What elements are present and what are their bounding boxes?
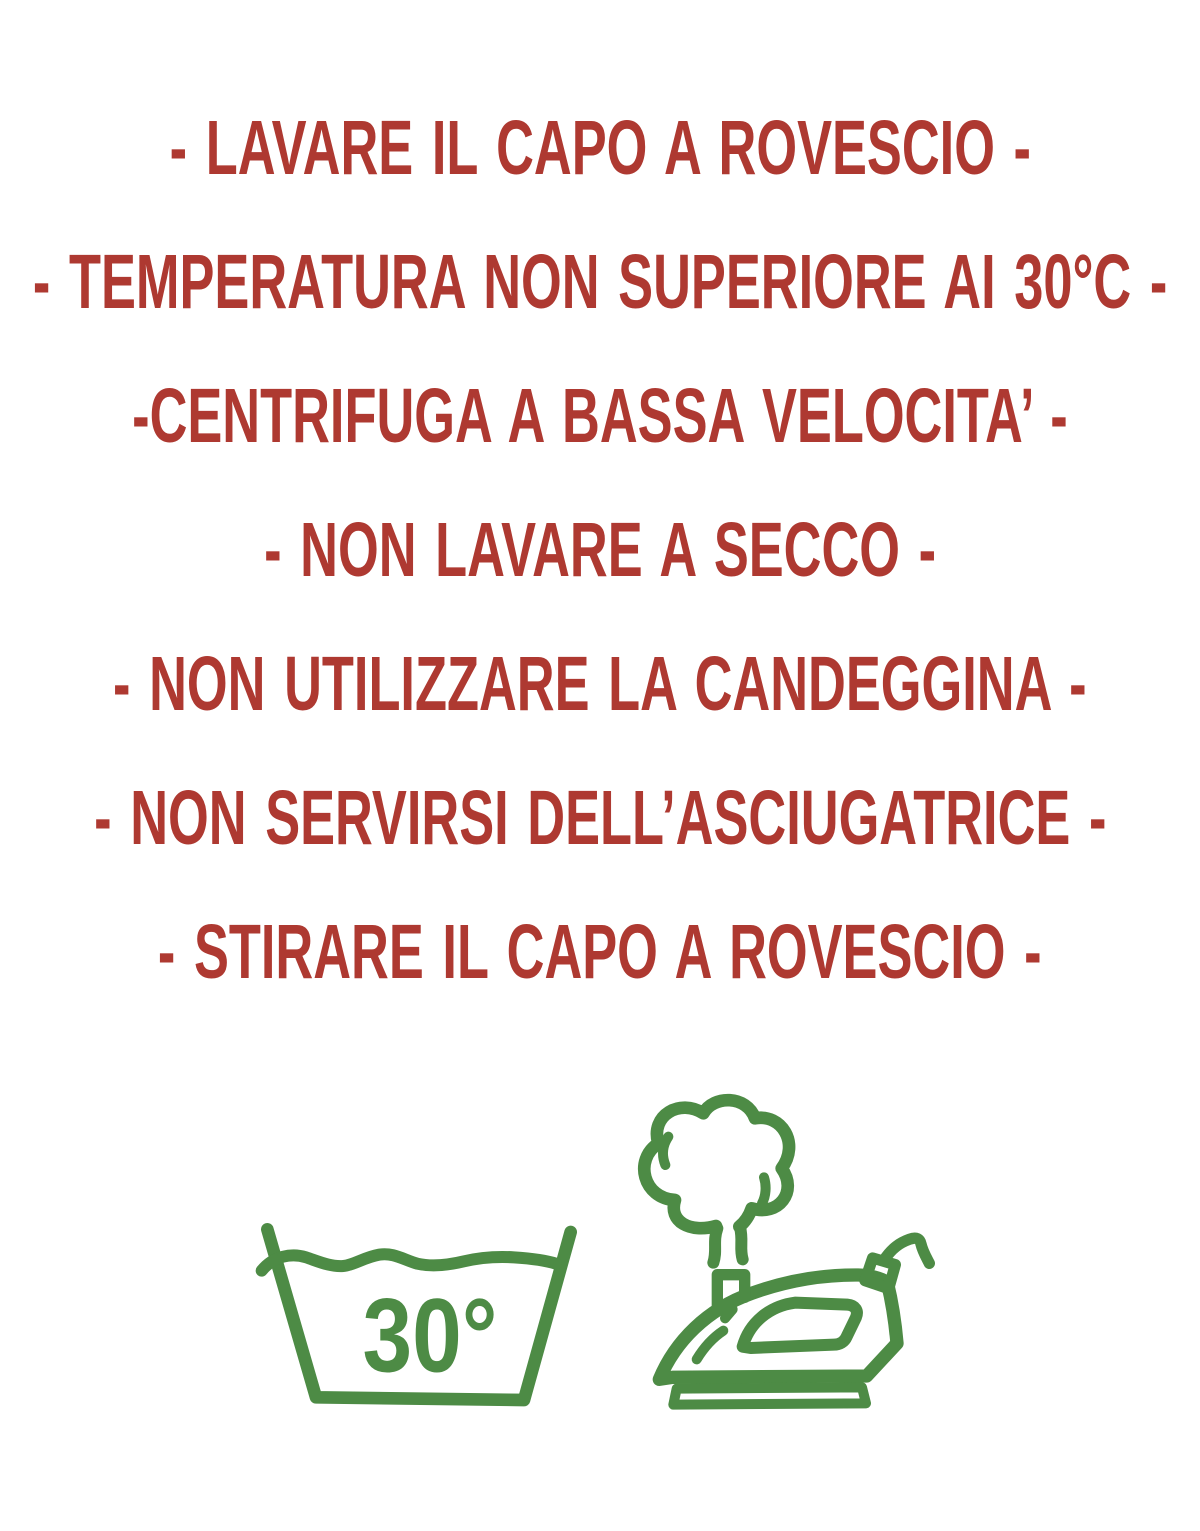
instruction-line-wash-inside-out: - LAVARE IL CAPO A ROVESCIO - — [169, 104, 1031, 191]
instruction-line-max-temperature: - TEMPERATURA NON SUPERIORE AI 30°C - — [32, 238, 1168, 325]
basin-temperature-label: 30° — [362, 1276, 498, 1395]
instruction-row — [0, 885, 1200, 1019]
body-highlight-dash — [725, 1309, 733, 1318]
instruction-line-no-bleach: - NON UTILIZZARE LA CANDEGGINA - — [113, 640, 1087, 727]
instructions-list — [0, 81, 1200, 1019]
instruction-row — [0, 617, 1200, 751]
soleplate — [673, 1387, 866, 1404]
steam-cloud-accent-right — [762, 1177, 766, 1203]
instruction-line-low-spin: -CENTRIFUGA A BASSA VELOCITA’ - — [132, 372, 1068, 459]
instruction-row — [0, 215, 1200, 349]
instruction-row — [0, 349, 1200, 483]
steam-iron-icon — [600, 1060, 1000, 1480]
instruction-row — [0, 81, 1200, 215]
instruction-line-no-tumble-dry: - NON SERVIRSI DELL’ASCIUGATRICE - — [93, 774, 1107, 861]
steam-trail-right — [740, 1227, 743, 1259]
basin-water-line — [262, 1254, 556, 1270]
instruction-line-iron-inside-out: - STIRARE IL CAPO A ROVESCIO - — [158, 908, 1042, 995]
power-cord — [884, 1238, 929, 1263]
steam-trail-left — [713, 1228, 717, 1262]
instruction-row — [0, 751, 1200, 885]
instruction-row — [0, 483, 1200, 617]
instruction-line-no-dry-clean: - NON LAVARE A SECCO - — [264, 506, 936, 593]
wash-basin-30-icon — [230, 1200, 590, 1490]
steam-cloud-accent-left — [663, 1137, 668, 1165]
